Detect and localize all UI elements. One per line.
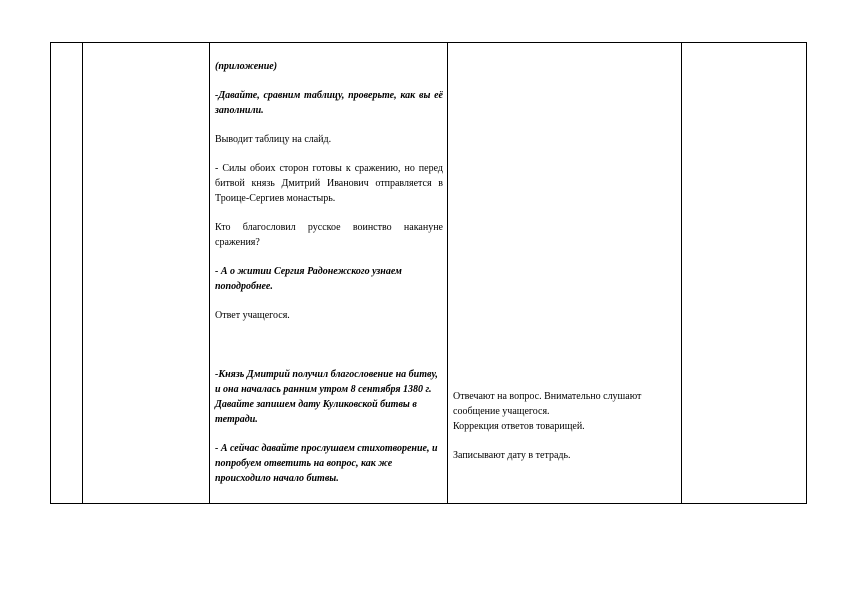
teacher-paragraph: - Силы обоих сторон готовы к сражению, но перед битвой князь Дмитрий Иванович отправляется в Троице-Сергиев монастырь. <box>215 163 443 204</box>
students-line: Записывают дату в тетрадь. <box>453 450 571 461</box>
lesson-table <box>50 42 807 504</box>
teacher-paragraph: - А сейчас давайте прослушаем стихотворение, и попробуем ответить на вопрос, как же происходило начало битвы. <box>215 443 438 484</box>
column-divider <box>681 43 682 503</box>
teacher-paragraph: Кто благословил русское воинство накануне сражения? <box>215 222 443 248</box>
teacher-paragraph: Ответ учащегося. <box>215 310 290 321</box>
column-divider <box>82 43 83 503</box>
teacher-paragraph: (приложение) <box>215 61 278 72</box>
teacher-paragraph: Выводит таблицу на слайд. <box>215 134 332 145</box>
column-divider <box>209 43 210 503</box>
students-line: Отвечают на вопрос. Внимательно слушают сообщение учащегося. <box>453 391 642 417</box>
teacher-activity-cell <box>215 43 447 503</box>
students-line: Коррекция ответов товарищей. <box>453 421 585 432</box>
column-divider <box>447 43 448 503</box>
teacher-paragraph: -Давайте, сравним таблицу, проверьте, как вы её заполнили. <box>215 90 443 116</box>
teacher-paragraph: -Князь Дмитрий получил благословение на битву, и она началась ранним утром 8 сентября 1380 г. Давайте запишем дату Куликовской битвы в тетради. <box>215 369 438 425</box>
students-activity-cell <box>449 43 681 503</box>
teacher-paragraph: - А о житии Сергия Радонежского узнаем поподробнее. <box>215 266 402 292</box>
